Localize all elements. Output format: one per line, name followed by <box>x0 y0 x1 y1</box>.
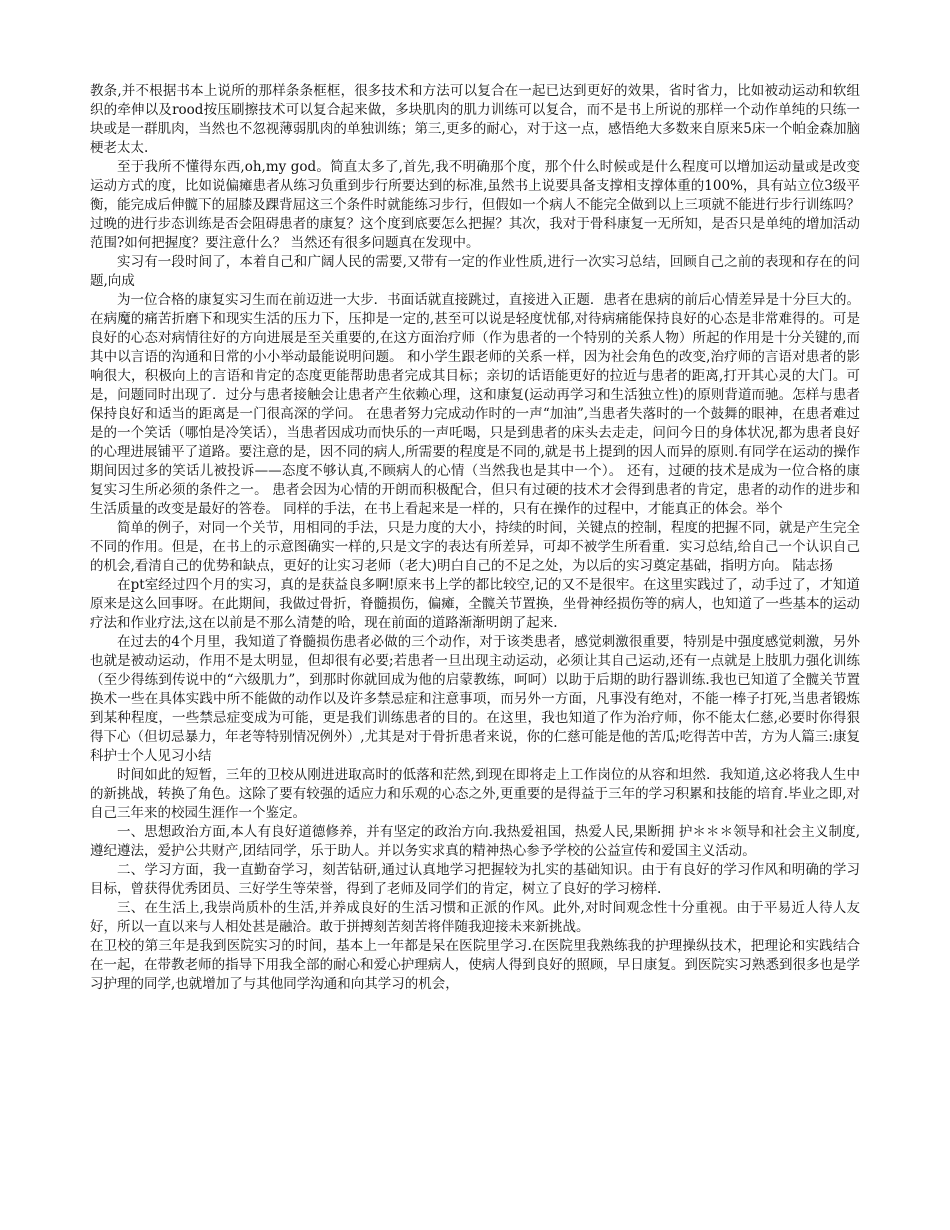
paragraph: 在过去的4个月里，我知道了脊髓损伤患者必做的三个动作，对于该类患者，感觉刺激很重要，特别是中强度感觉刺激，另外也就是被动运动，作用不是太明显，但却很有必要;若患者一旦出现主动运动，必须让其自己运动,还有一点就是上肢肌力强化训练（至少得练到传说中的“六级肌力”，到那时你就回成为他的启蒙教练，呵呵）以助于后期的助行器训练.我也已知道了全髋关节置换术一些在具体实践中所不能做的动作以及许多禁忌症和注意事项，而另外一方面，凡事没有绝对，不能一棒子打死,当患者锻炼到某种程度，一些禁忌症变成为可能，更是我们训练患者的目的。在这里，我也知道了作为治疗师，你不能太仁慈,必要时你得狠得下心（但切忌暴力，年老等特别情况例外）,尤其是对于骨折患者来说，你的仁慈可能是他的苦瓜;吃得苦中苦，方为人篇三:康复科护士个人见习小结 <box>90 634 860 764</box>
paragraph: 至于我所不懂得东西,oh,my god。简直太多了,首先,我不明确那个度，那个什么时候或是什么程度可以增加运动量或是改变运动方式的度，比如说偏瘫患者从练习负重到步行所要达到的标准,虽然书上说要具备支撑相支撑体重的100%，具有站立位3级平衡，能完成后伸髋下的屈膝及踝背屈这三个条件时就能练习步行，但假如一个病人不能完全做到以上三项就不能进行步行训练吗？过晚的进行步态训练是否会阻碍患者的康复？这个度到底要怎么把握？其次，我对于骨科康复一无所知，是否只是单纯的增加活动范围?如何把握度？要注意什么？ 当然还有很多问题真在发现中。 <box>90 159 860 251</box>
paragraph: 时间如此的短暂，三年的卫校从刚进进取高时的低落和茫然,到现在即将走上工作岗位的从容和坦然．我知道,这必将我人生中的新挑战，转换了角色。这除了要有较强的适应力和乐观的心态之外,更重要的是得益于三年的学习积累和技能的培育.毕业之即,对自己三年来的校园生涯作一个鉴定。 <box>90 767 860 821</box>
paragraph: 简单的例子，对同一个关节，用相同的手法，只是力度的大小，持续的时间，关键点的控制，程度的把握不同，就是产生完全不同的作用。但是，在书上的示意图确实一样的,只是文字的表达有所差异，可却不被学生所看重．实习总结,给自己一个认识自己的机会,看清自己的优势和缺点，更好的让实习老师（老大)明白自己的不足之处，为以后的实习奠定基础，指明方向。 陆志扬 <box>90 520 860 574</box>
paragraph: 在卫校的第三年是我到医院实习的时间，基本上一年都是呆在医院里学习.在医院里我熟练我的护理操纵技术，把理论和实践结合在一起，在带教老师的指导下用我全部的耐心和爱心护理病人，使病人得到良好的照顾，早日康复。到医院实习熟悉到很多也是学习护理的同学,也就增加了与其他同学沟通和向其学习的机会， <box>90 938 860 992</box>
document-body <box>90 82 860 994</box>
paragraph: 二、学习方面，我一直勤奋学习，刻苦钻研,通过认真地学习把握较为扎实的基础知识。由于有良好的学习作风和明确的学习目标，曾获得优秀团员、三好学生等荣誉，得到了老师及同学们的肯定，树立了良好的学习榜样. <box>90 862 860 897</box>
paragraph: 教条,并不根据书本上说所的那样条条框框，很多技术和方法可以复合在一起已达到更好的效果，省时省力，比如被动运动和软组织的牵伸以及rood按压刷擦技术可以复合起来做，多块肌肉的肌力训练可以复合，而不是书上所说的那样一个动作单纯的只练一块或是一群肌肉，当然也不忽视薄弱肌肉的单独训练；第三,更多的耐心，对于这一点，感悟绝大多数来自原来5床一个帕金森加脑梗老太太. <box>90 83 860 156</box>
paragraph: 三、在生活上,我崇尚质朴的生活,并养成良好的生活习惯和正派的作风。此外,对时间观念性十分重视。由于平易近人待人友好，所以一直以来与人相处甚是融洽。敢于拼搏刻苦刻苦将伴随我迎接未来新挑战。 <box>90 900 860 935</box>
paragraph: 为一位合格的康复实习生而在前迈进一大步．书面话就直接跳过，直接进入正题．患者在患病的前后心情差异是十分巨大的。在病魔的痛苦折磨下和现实生活的压力下，压抑是一定的,甚至可以说是轻度忧郁,对待病痛能保持良好的心态是非常难得的。可是良好的心态对病情往好的方向进展是至关重要的,在这方面治疗师（作为患者的一个特别的关系人物）所起的作用是十分关键的,而其中以言语的沟通和日常的小小举动最能说明问题。 和小学生跟老师的关系一样，因为社会角色的改变,治疗师的言语对患者的影响很大，积极向上的言语和肯定的态度更能帮助患者完成其目标；亲切的话语能更好的拉近与患者的距离,打开其心灵的大门。可是，问题同时出现了．过分与患者接触会让患者产生依赖心理，这和康复(运动再学习和生活独立性)的原则背道而驰。怎样与患者保持良好和适当的距离是一门很高深的学问。 在患者努力完成动作时的一声“加油”,当患者失落时的一个鼓舞的眼神，在患者难过是的一个笑话（哪怕是冷笑话），当患者因成功而快乐的一声吒喝，只是到患者的床头去走走，问问今日的身体状况,都为患者良好的心理进展铺平了道路。要注意的是，因不同的病人,所需要的程度是不同的,就是书上提到的因人而异的原则.有同学在运动的操作期间因过多的笑话儿被投诉——态度不够认真,不顾病人的心情（当然我也是其中一个）。 还有，过硬的技术是成为一位合格的康复实习生所必须的条件之一。 患者会因为心情的开朗而积极配合，但只有过硬的技术才会得到患者的肯定，患者的动作的进步和生活质量的改变是最好的答卷。 同样的手法，在书上看起来是一样的，只有在操作的过程中，才能真正的体会。举个 <box>90 292 860 517</box>
paragraph: 在pt室经过四个月的实习，真的是获益良多啊!原来书上学的都比较空,记的又不是很牢。在这里实践过了，动手过了，才知道原来是这么回事呀。在此期间，我做过骨折，脊髓损伤，偏瘫，全髋关节置换，坐骨神经损伤等的病人，也知道了一些基本的运动疗法和作业疗法,这在以前是不那么清楚的哈，现在前面的道路渐渐明朗了起来. <box>90 577 860 631</box>
paragraph: 实习有一段时间了，本着自己和广阔人民的需要,又带有一定的作业性质,进行一次实习总结，回顾自己之前的表现和存在的问题,向成 <box>90 254 860 289</box>
paragraph: 一、思想政治方面,本人有良好道德修养，并有坚定的政治方向.我热爱祖国，热爱人民,果断拥 护＊＊＊领导和社会主义制度,遵纪遵法，爱护公共财产,团结同学，乐于助人。并以务实求真的精神热心参予学校的公益宣传和爱国主义活动。 <box>90 824 860 859</box>
